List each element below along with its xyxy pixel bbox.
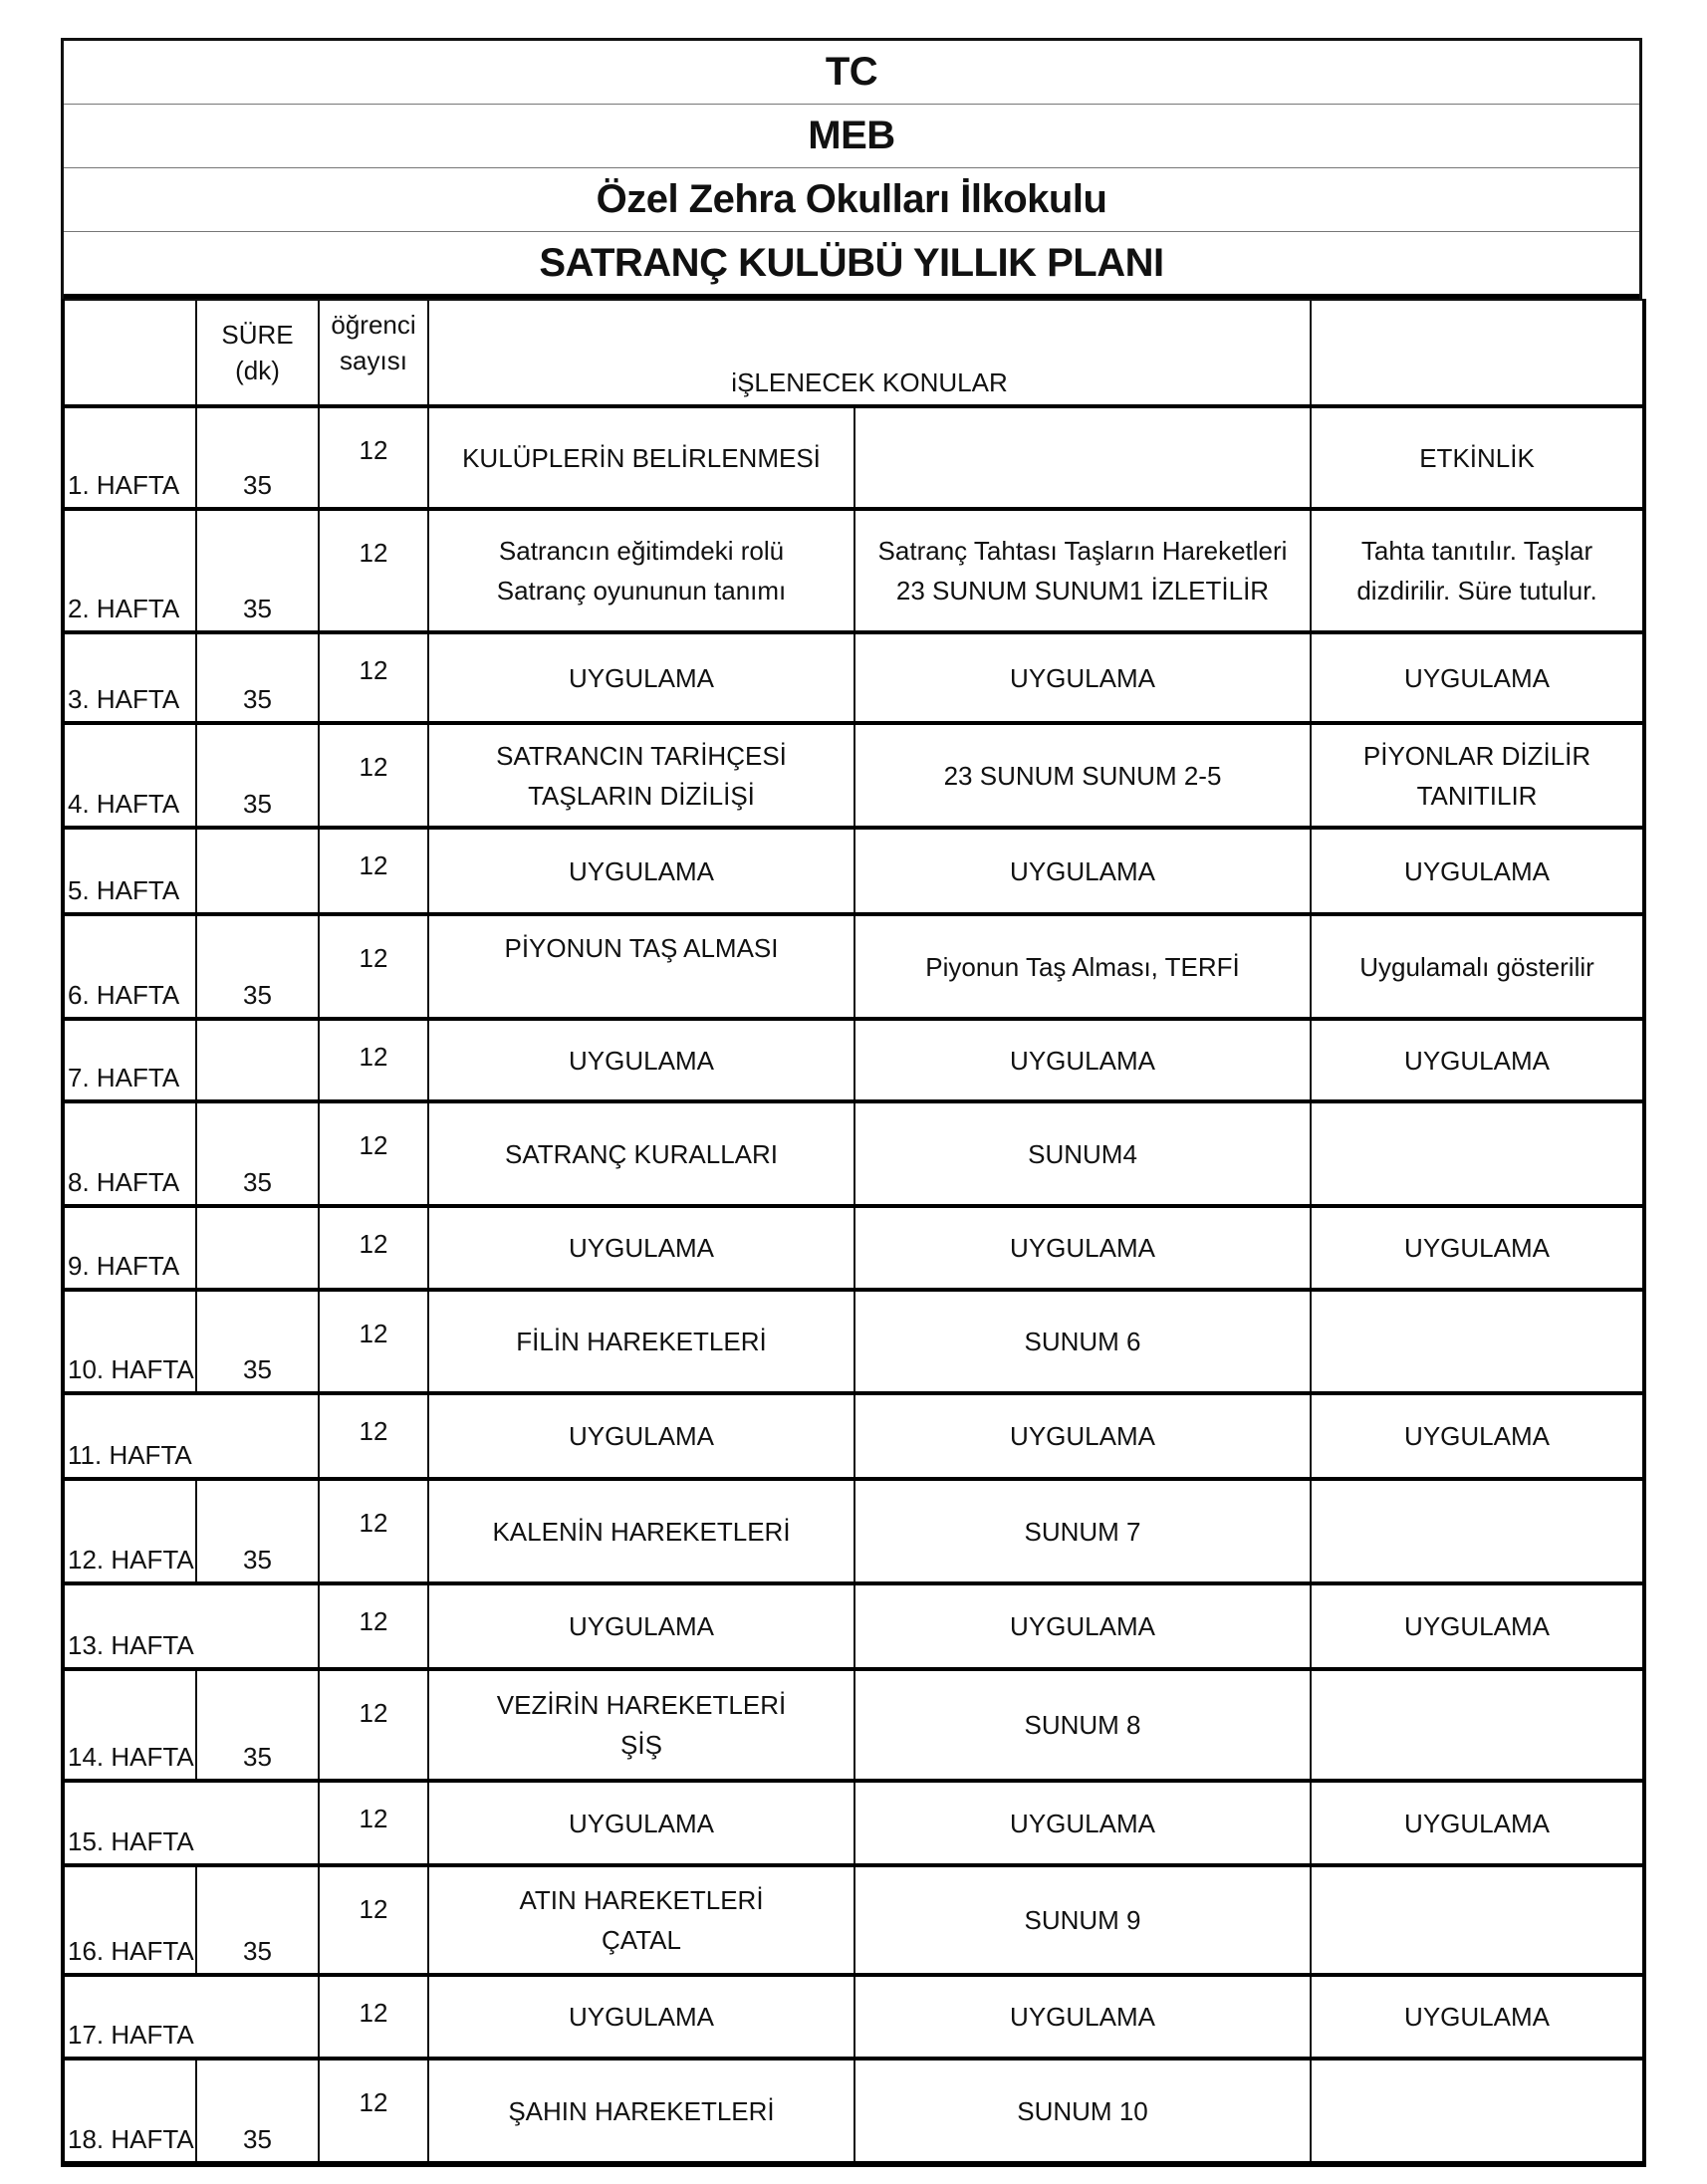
topic-cell: [428, 914, 854, 1019]
cell-line: SUNUM4: [1028, 1138, 1137, 1169]
cell-line: UYGULAMA: [1404, 662, 1550, 693]
topic-cell: [428, 2059, 854, 2164]
topic-cell: [428, 1019, 854, 1101]
presentation-cell: [854, 1781, 1311, 1865]
header-duration: [196, 300, 319, 406]
topic-cell: [428, 1865, 854, 1975]
activity-cell: [1311, 2059, 1644, 2164]
duration-cell: 35: [196, 1865, 319, 1975]
cell-line: UYGULAMA: [1404, 1808, 1550, 1838]
duration-cell: 35: [196, 723, 319, 828]
presentation-cell: [854, 723, 1311, 828]
table-row: [63, 1781, 1644, 1865]
week-cell: 11. HAFTA: [63, 1393, 319, 1479]
presentation-cell: [854, 1479, 1311, 1583]
cell-line: UYGULAMA: [1010, 1233, 1155, 1263]
presentation-cell: [854, 1019, 1311, 1101]
cell-line: UYGULAMA: [569, 662, 714, 693]
duration-cell: 35: [196, 509, 319, 632]
cell-line: KULÜPLERİN BELİRLENMESİ: [462, 442, 821, 473]
table-row: [63, 406, 1644, 509]
topic-cell: [428, 1393, 854, 1479]
cell-line: 23 SUNUM SUNUM 2-5: [943, 760, 1222, 791]
topic-cell: [428, 723, 854, 828]
cell-line: FİLİN HAREKETLERİ: [516, 1327, 767, 1356]
table-row: [63, 1865, 1644, 1975]
duration-cell: 35: [196, 2059, 319, 2164]
cell-line: UYGULAMA: [1010, 1045, 1155, 1076]
activity-cell: [1311, 1865, 1644, 1975]
students-cell: 12: [319, 1393, 428, 1479]
cell-line: KALENİN HAREKETLERİ: [492, 1516, 791, 1547]
presentation-cell: [854, 1583, 1311, 1669]
week-cell: 5. HAFTA: [63, 828, 196, 914]
title-school: Özel Zehra Okulları İlkokulu: [64, 168, 1639, 232]
table-row: [63, 828, 1644, 914]
title-block: [61, 38, 1642, 299]
cell-line: VEZİRİN HAREKETLERİ: [496, 1690, 787, 1720]
duration-cell: 35: [196, 1101, 319, 1206]
activity-cell: [1311, 1206, 1644, 1290]
cell-line: PİYONUN TAŞ ALMASI: [504, 933, 779, 963]
presentation-cell: [854, 1101, 1311, 1206]
activity-cell: [1311, 1019, 1644, 1101]
table-row: [63, 632, 1644, 723]
table-row: [63, 1479, 1644, 1583]
cell-line: SUNUM 6: [1024, 1327, 1141, 1356]
week-cell: 15. HAFTA: [63, 1781, 319, 1865]
cell-line: UYGULAMA: [1404, 2002, 1550, 2032]
topic-cell: [428, 1669, 854, 1781]
week-cell: 2. HAFTA: [63, 509, 196, 632]
cell-line: UYGULAMA: [569, 2002, 714, 2032]
presentation-cell: [854, 828, 1311, 914]
header-duration-label: SÜRE: [221, 320, 294, 350]
cell-line: UYGULAMA: [1404, 1233, 1550, 1263]
cell-line: ATIN HAREKETLERİ: [519, 1885, 764, 1915]
table-row: [63, 1206, 1644, 1290]
cell-line: UYGULAMA: [569, 1233, 714, 1263]
cell-line: UYGULAMA: [1010, 855, 1155, 886]
cell-line: UYGULAMA: [569, 1611, 714, 1641]
table-row: [63, 509, 1644, 632]
students-cell: 12: [319, 1583, 428, 1669]
cell-line: ÇATAL: [602, 1925, 681, 1955]
activity-cell: [1311, 1479, 1644, 1583]
table-row: [63, 1583, 1644, 1669]
topic-cell: [428, 1975, 854, 2059]
duration-cell: 35: [196, 914, 319, 1019]
students-cell: 12: [319, 1865, 428, 1975]
week-cell: 8. HAFTA: [63, 1101, 196, 1206]
duration-cell: [196, 1019, 319, 1101]
presentation-cell: [854, 914, 1311, 1019]
cell-line: SATRANÇ KURALLARI: [504, 1138, 779, 1169]
presentation-cell: [854, 509, 1311, 632]
students-cell: 12: [319, 1019, 428, 1101]
header-students-label: öğrenci: [331, 310, 416, 340]
duration-cell: 35: [196, 632, 319, 723]
cell-line: dizdirilir. Süre tutulur.: [1356, 576, 1597, 606]
cell-line: UYGULAMA: [1010, 662, 1155, 693]
activity-cell: [1311, 1101, 1644, 1206]
cell-line: PİYONLAR DİZİLİR: [1362, 740, 1591, 771]
presentation-cell: [854, 1206, 1311, 1290]
students-cell: 12: [319, 1101, 428, 1206]
cell-line: ŞAHIN HAREKETLERİ: [508, 2095, 775, 2126]
cell-line: 23 SUNUM SUNUM1 İZLETİLİR: [895, 576, 1270, 606]
students-cell: 12: [319, 1781, 428, 1865]
week-cell: 7. HAFTA: [63, 1019, 196, 1101]
topic-cell: [428, 1781, 854, 1865]
plan-table: [61, 299, 1646, 2167]
title-ministry: MEB: [64, 105, 1639, 168]
students-cell: 12: [319, 1479, 428, 1583]
presentation-cell: [854, 1393, 1311, 1479]
cell-line: Satranç Tahtası Taşların Hareketleri: [877, 536, 1288, 566]
presentation-cell: [854, 1290, 1311, 1393]
students-cell: 12: [319, 1290, 428, 1393]
duration-cell: 35: [196, 406, 319, 509]
table-row: [63, 914, 1644, 1019]
cell-line: Piyonun Taş Alması, TERFİ: [925, 951, 1240, 982]
cell-line: SATRANCIN TARİHÇESİ: [496, 740, 787, 771]
cell-line: SUNUM 7: [1024, 1516, 1141, 1547]
students-cell: 12: [319, 1669, 428, 1781]
table-row: [63, 1290, 1644, 1393]
table-row: [63, 1975, 1644, 2059]
cell-line: UYGULAMA: [1404, 855, 1550, 886]
topic-cell: [428, 828, 854, 914]
table-row: [63, 1669, 1644, 1781]
duration-cell: [196, 1206, 319, 1290]
activity-cell: [1311, 1583, 1644, 1669]
presentation-cell: [854, 406, 1311, 509]
cell-line: Satrancın eğitimdeki rolü: [498, 536, 785, 566]
table-row: [63, 1101, 1644, 1206]
cell-line: UYGULAMA: [1010, 1421, 1155, 1451]
activity-cell: [1311, 509, 1644, 632]
topic-cell: [428, 509, 854, 632]
week-cell: 14. HAFTA: [63, 1669, 196, 1781]
cell-line: UYGULAMA: [1010, 1808, 1155, 1838]
activity-cell: [1311, 632, 1644, 723]
cell-line: UYGULAMA: [569, 855, 714, 886]
week-cell: 3. HAFTA: [63, 632, 196, 723]
presentation-cell: [854, 1669, 1311, 1781]
topic-cell: [428, 1290, 854, 1393]
cell-line: UYGULAMA: [1010, 2002, 1155, 2032]
activity-cell: [1311, 1669, 1644, 1781]
title-plan: SATRANÇ KULÜBÜ YILLIK PLANI: [64, 232, 1639, 299]
topic-cell: [428, 632, 854, 723]
cell-line: UYGULAMA: [569, 1421, 714, 1451]
cell-line: TANITILIR: [1416, 780, 1538, 811]
table-row: [63, 723, 1644, 828]
cell-line: UYGULAMA: [1404, 1421, 1550, 1451]
cell-line: SUNUM 9: [1024, 1905, 1141, 1935]
header-week: [63, 300, 196, 406]
presentation-cell: [854, 1865, 1311, 1975]
students-cell: 12: [319, 1206, 428, 1290]
duration-cell: 35: [196, 1669, 319, 1781]
cell-line: Satranç oyununun tanımı: [496, 576, 787, 606]
cell-line: Uygulamalı gösterilir: [1359, 951, 1594, 982]
topic-cell: [428, 1206, 854, 1290]
cell-line: UYGULAMA: [569, 1045, 714, 1076]
activity-cell: [1311, 1975, 1644, 2059]
header-activity: [1311, 300, 1644, 406]
students-cell: 12: [319, 406, 428, 509]
cell-line: ETKİNLİK: [1419, 442, 1535, 473]
header-students: [319, 300, 428, 406]
cell-line: Tahta tanıtılır. Taşlar: [1360, 536, 1593, 566]
students-cell: 12: [319, 632, 428, 723]
week-cell: 17. HAFTA: [63, 1975, 319, 2059]
students-cell: 12: [319, 2059, 428, 2164]
cell-line: ŞİŞ: [620, 1730, 662, 1760]
header-topics: iŞLENECEK KONULAR: [428, 300, 1311, 406]
table-row: [63, 1019, 1644, 1101]
activity-cell: [1311, 828, 1644, 914]
duration-cell: 35: [196, 1290, 319, 1393]
week-cell: 9. HAFTA: [63, 1206, 196, 1290]
students-cell: 12: [319, 723, 428, 828]
presentation-cell: [854, 1975, 1311, 2059]
header-students-label2: sayısı: [340, 346, 407, 375]
students-cell: 12: [319, 828, 428, 914]
table-row: [63, 1393, 1644, 1479]
students-cell: 12: [319, 509, 428, 632]
header-row: [63, 300, 1644, 406]
activity-cell: [1311, 406, 1644, 509]
students-cell: 12: [319, 1975, 428, 2059]
topic-cell: [428, 1101, 854, 1206]
cell-line: UYGULAMA: [1010, 1611, 1155, 1641]
week-cell: 13. HAFTA: [63, 1583, 319, 1669]
table-row: [63, 2059, 1644, 2164]
plan-document: [61, 38, 1642, 2167]
cell-line: SUNUM 10: [1017, 2095, 1148, 2126]
week-cell: 16. HAFTA: [63, 1865, 196, 1975]
week-cell: 10. HAFTA: [63, 1290, 196, 1393]
week-cell: 18. HAFTA: [63, 2059, 196, 2164]
cell-line: UYGULAMA: [569, 1808, 714, 1838]
cell-line: SUNUM 8: [1024, 1710, 1141, 1740]
week-cell: 12. HAFTA: [63, 1479, 196, 1583]
duration-cell: 35: [196, 1479, 319, 1583]
presentation-cell: [854, 2059, 1311, 2164]
topic-cell: [428, 406, 854, 509]
topic-cell: [428, 1583, 854, 1669]
activity-cell: [1311, 1290, 1644, 1393]
presentation-cell: [854, 632, 1311, 723]
title-country: TC: [64, 41, 1639, 105]
cell-line: UYGULAMA: [1404, 1045, 1550, 1076]
activity-cell: [1311, 914, 1644, 1019]
week-cell: 6. HAFTA: [63, 914, 196, 1019]
week-cell: 4. HAFTA: [63, 723, 196, 828]
cell-line: TAŞLARIN DİZİLİŞİ: [528, 780, 755, 811]
week-cell: 1. HAFTA: [63, 406, 196, 509]
topic-cell: [428, 1479, 854, 1583]
students-cell: 12: [319, 914, 428, 1019]
duration-cell: [196, 828, 319, 914]
activity-cell: [1311, 1781, 1644, 1865]
activity-cell: [1311, 723, 1644, 828]
header-duration-unit: (dk): [235, 356, 280, 385]
cell-line: UYGULAMA: [1404, 1611, 1550, 1641]
activity-cell: [1311, 1393, 1644, 1479]
